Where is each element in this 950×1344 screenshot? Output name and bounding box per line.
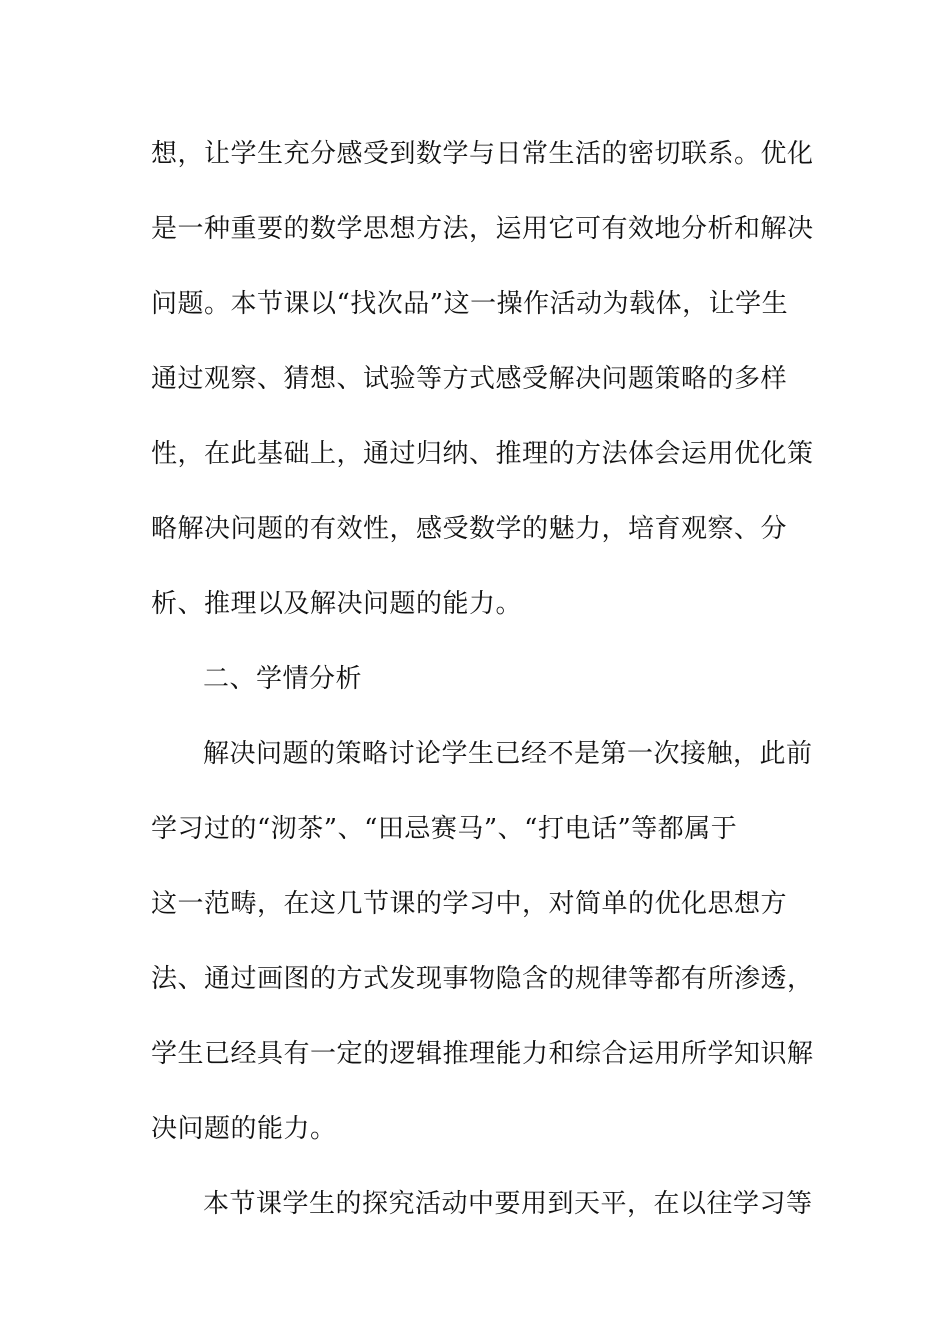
text-line-7: 析、推理以及解决问题的能力。 — [151, 589, 523, 619]
text-line-14: 决问题的能力。 — [151, 1114, 337, 1144]
text-line-5: 性，在此基础上，通过归纳、推理的方法体会运用优化策 — [151, 439, 814, 469]
text-line-2: 是一种重要的数学思想方法，运用它可有效地分析和解决 — [151, 214, 814, 244]
text-line-3: 问题。本节课以“找次品”这一操作活动为载体，让学生 — [151, 289, 789, 319]
text-line-4: 通过观察、猜想、试验等方式感受解决问题策略的多样 — [151, 364, 788, 394]
text-line-1: 想，让学生充分感受到数学与日常生活的密切联系。优化 — [151, 139, 814, 169]
section-heading: 二、学情分析 — [203, 664, 363, 694]
text-line-6: 略解决问题的有效性，感受数学的魅力，培育观察、分 — [151, 514, 788, 544]
text-line-15: 本节课学生的探究活动中要用到天平，在以往学习等 — [203, 1189, 813, 1219]
body-text — [151, 128, 814, 1253]
text-line-10: 学习过的“沏茶”、“田忌赛马”、“打电话”等都属于 — [151, 814, 738, 844]
text-line-12: 法、通过画图的方式发现事物隐含的规律等都有所渗透， — [151, 964, 814, 994]
text-line-9: 解决问题的策略讨论学生已经不是第一次接触，此前 — [203, 739, 813, 769]
text-line-11: 这一范畴，在这几节课的学习中，对简单的优化思想方 — [151, 889, 788, 919]
text-line-13: 学生已经具有一定的逻辑推理能力和综合运用所学知识解 — [151, 1039, 814, 1069]
